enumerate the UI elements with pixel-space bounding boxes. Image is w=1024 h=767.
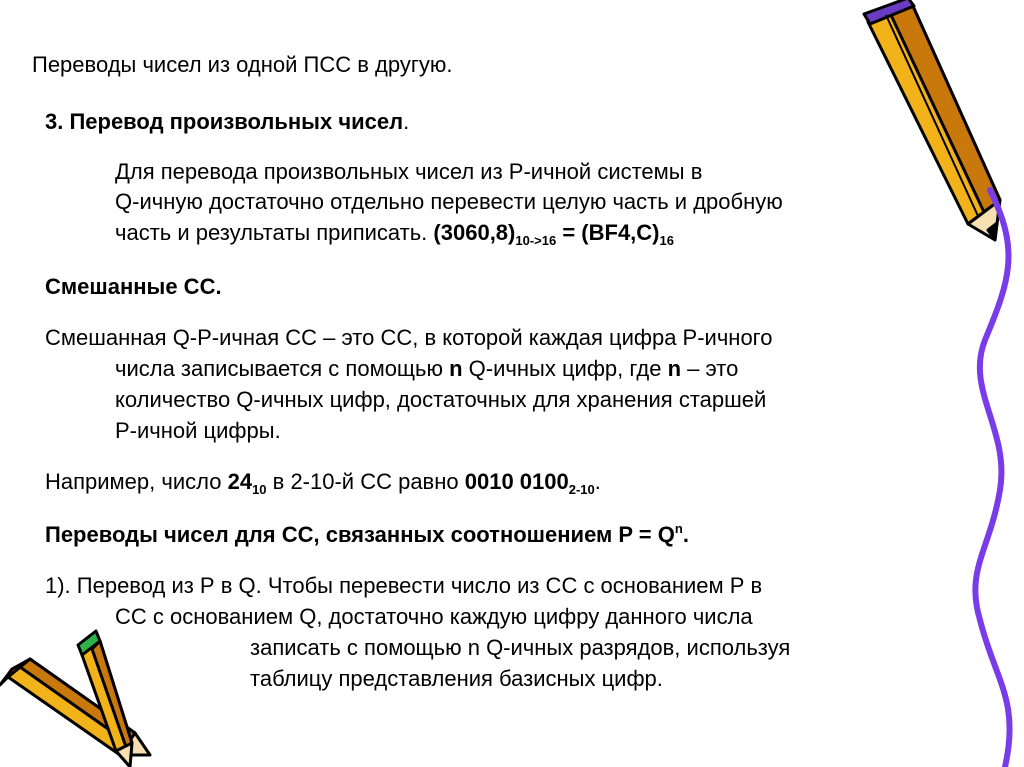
section-paragraph-text: часть и результаты приписать. xyxy=(115,220,434,245)
crossed-pencils-icon xyxy=(0,615,160,767)
rule-line: СС с основанием Q, достаточно каждую цифру данного числа xyxy=(115,604,753,629)
mixed-heading: Смешанные СС. xyxy=(45,274,222,299)
rule-line: 1). Перевод из Р в Q. Чтобы перевести число из СС с основанием Р в xyxy=(45,573,763,598)
mixed-paragraph-line: Смешанная Q-P-ичная СС – это СС, в которой каждая цифра Р-ичного xyxy=(45,325,773,350)
mixed-paragraph-line: количество Q-ичных цифр, достаточных для хранения старшей xyxy=(115,387,767,412)
example-code: 0010 $0100_{2-10}$ xyxy=(464,469,595,497)
section-paragraph-line: Q-ичную достаточно отдельно перевести целую часть и дробную xyxy=(115,189,783,214)
example-line: Например, число $24_{10}$ в 2-10-й СС равно 0010 $0100_{2-10}$. xyxy=(45,469,601,497)
conversion-formula: $(3060,8)_{10->16} = (BF4,C)_{16}$ xyxy=(433,220,674,248)
slide-title: Переводы чисел из одной ПСС в другую. xyxy=(32,52,453,77)
section-heading-text: 3. Перевод произвольных чисел xyxy=(45,109,404,134)
wavy-line-icon xyxy=(950,190,1024,767)
section-paragraph-line xyxy=(115,218,674,248)
section-paragraph-line: Для перевода произвольных чисел из Р-ичной системы в xyxy=(115,159,703,184)
rule-line: таблицу представления базисных цифр. xyxy=(250,666,663,691)
relation-heading: Переводы чисел для СС, связанных соотношением $P = Q^n$. xyxy=(45,521,689,547)
example-number: $24_{10}$ xyxy=(227,469,267,497)
rule-line: записать с помощью n Q-ичных разрядов, используя xyxy=(250,635,791,660)
section-heading xyxy=(45,107,409,137)
mixed-paragraph-line: Р-ичной цифры. xyxy=(115,418,281,443)
mixed-paragraph-line: числа записывается с помощью n Q-ичных цифр, где n – это xyxy=(115,356,739,381)
section-heading-dot: . xyxy=(403,109,410,134)
